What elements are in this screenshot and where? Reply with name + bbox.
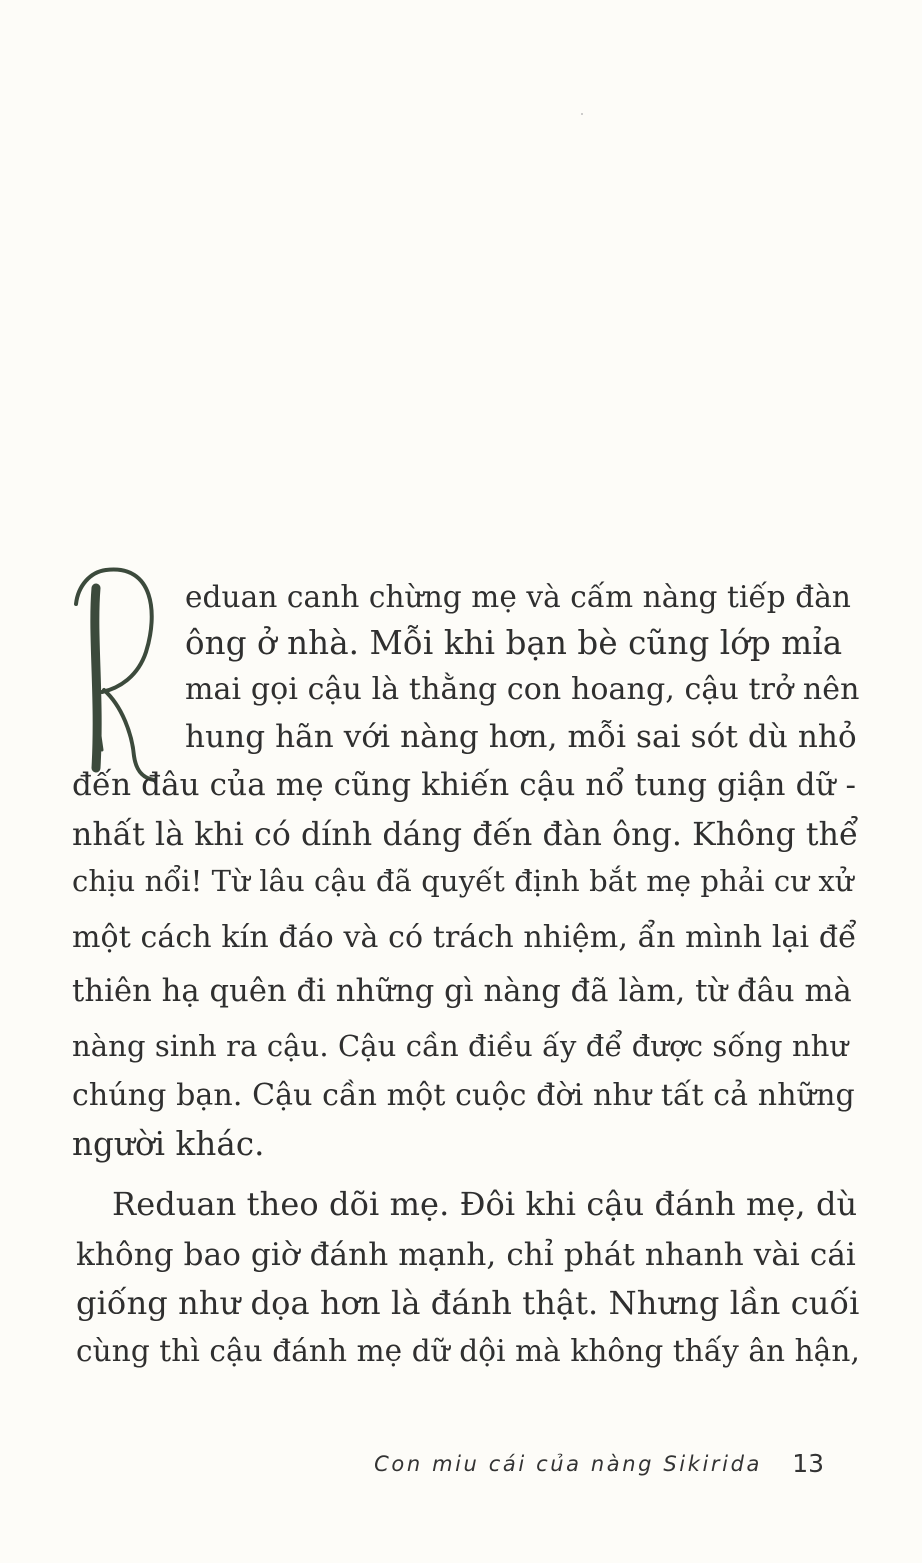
paper-speck <box>581 113 583 115</box>
text-line: chịu nổi! Từ lâu cậu đã quyết định bắt mẹ phải cư xử <box>72 864 854 898</box>
text-line: không bao giờ đánh mạnh, chỉ phát nhanh vài cái <box>76 1237 856 1273</box>
text-line: hung hãn với nàng hơn, mỗi sai sót dù nhỏ <box>185 719 857 755</box>
text-line: cùng thì cậu đánh mẹ dữ dội mà không thấy ân hận, <box>76 1334 860 1368</box>
running-title: Con miu cái của nàng Sikirida <box>374 1452 762 1476</box>
text-line: đến đâu của mẹ cũng khiến cậu nổ tung giận dữ - <box>72 767 857 803</box>
text-line: nàng sinh ra cậu. Cậu cần điều ấy để được sống như <box>72 1029 849 1063</box>
text-line: ông ở nhà. Mỗi khi bạn bè cũng lớp mỉa <box>185 624 843 662</box>
page-number: 13 <box>792 1449 824 1478</box>
dropcap-r <box>66 556 176 786</box>
text-line: thiên hạ quên đi những gì nàng đã làm, từ đâu mà <box>72 974 852 1009</box>
text-line: chúng bạn. Cậu cần một cuộc đời như tất cả những <box>72 1078 855 1113</box>
text-line: Reduan theo dõi mẹ. Đôi khi cậu đánh mẹ, dù <box>112 1185 858 1223</box>
text-line: mai gọi cậu là thằng con hoang, cậu trở nên <box>185 672 860 707</box>
text-line: nhất là khi có dính dáng đến đàn ông. Không thể <box>72 817 859 853</box>
text-line: eduan canh chừng mẹ và cấm nàng tiếp đàn <box>185 580 851 614</box>
text-line: giống như dọa hơn là đánh thật. Nhưng lần cuối <box>76 1284 860 1322</box>
text-line: một cách kín đáo và có trách nhiệm, ẩn mình lại để <box>72 920 857 955</box>
text-line: người khác. <box>72 1125 265 1163</box>
